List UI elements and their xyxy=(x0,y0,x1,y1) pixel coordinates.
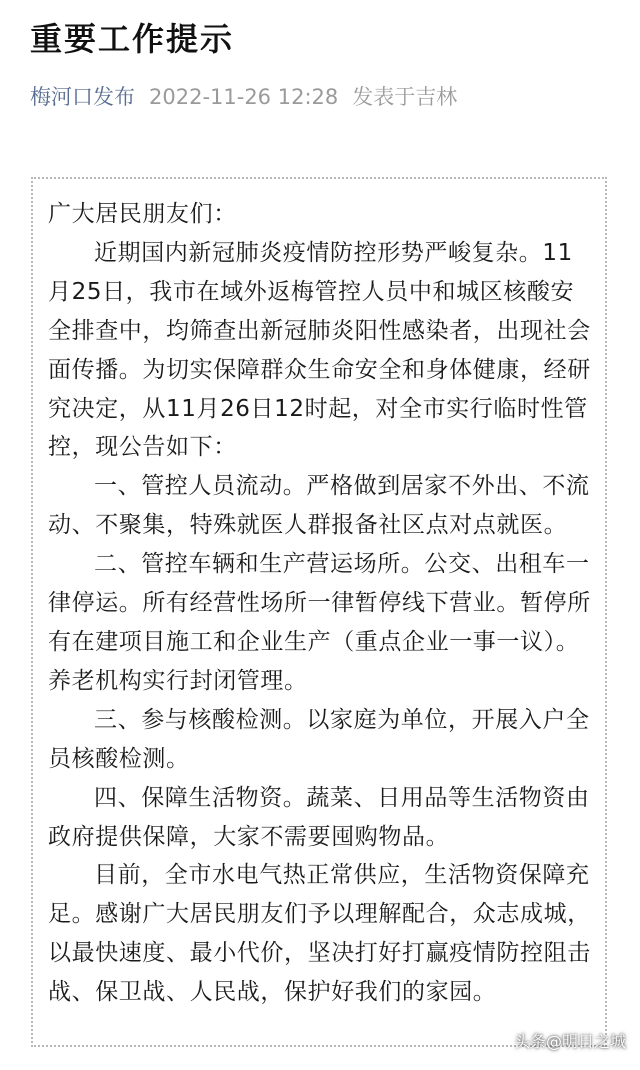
notice-paragraph: 近期国内新冠肺炎疫情防控形势严峻复杂。11月25日，我市在域外返梅管控人员中和城区核酸安全排查中，均筛查出新冠肺炎阳性感染者，出现社会面传播。为切实保障群众生命安全和身体健康，经研究决定，从11月26日12时起，对全市实行临时性管控，现公告如下： xyxy=(48,239,591,461)
notice-paragraph: 四、保障生活物资。蔬菜、日用品等生活物资由政府提供保障，大家不需要囤购物品。 xyxy=(48,784,590,850)
notice-greeting: 广大居民朋友们： xyxy=(48,201,237,227)
notice-paragraph: 二、管控车辆和生产营运场所。公交、出租车一律停运。所有经营性场所一律暂停线下营业。暂停所有在建项目施工和企业生产（重点企业一事一议）。养老机构实行封闭管理。 xyxy=(48,551,591,694)
notice-paragraph: 一、管控人员流动。严格做到居家不外出、不流动、不聚集，特殊就医人群报备社区点对点就医。 xyxy=(48,473,590,539)
source-account-link[interactable]: 梅河口发布 xyxy=(30,85,135,109)
notice-body xyxy=(48,195,596,1012)
notice-paragraph: 目前，全市水电气热正常供应，生活物资保障充足。感谢广大居民朋友们予以理解配合，众志成城，以最快速度、最小代价，坚决打好打赢疫情防控阻击战、保卫战、人民战，保护好我们的家园。 xyxy=(48,862,591,1006)
article-title: 重要工作提示 xyxy=(30,20,235,58)
notice-paragraph: 三、参与核酸检测。以家庭为单位，开展入户全员核酸检测。 xyxy=(48,706,590,772)
publish-datetime: 2022-11-26 12:28 xyxy=(149,85,339,109)
watermark-text: 头条@明日之城 xyxy=(513,1032,626,1051)
article-meta xyxy=(30,80,457,114)
publish-location: 发表于吉林 xyxy=(352,85,458,109)
